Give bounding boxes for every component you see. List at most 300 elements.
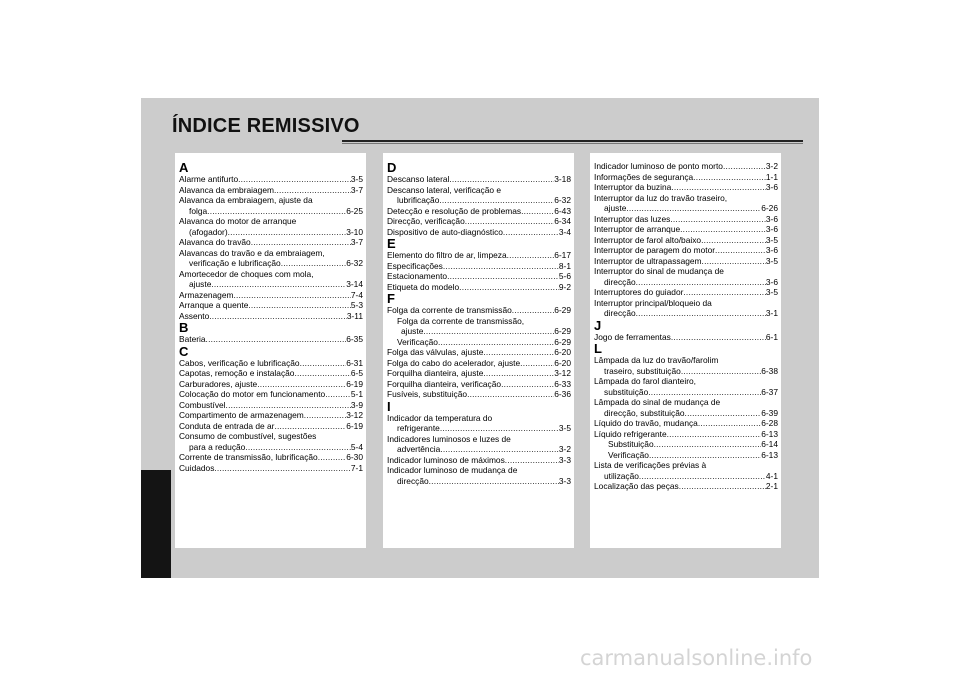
index-entry bbox=[387, 261, 571, 272]
page-reference: 6-43 bbox=[554, 205, 571, 216]
page-reference: 6-20 bbox=[554, 347, 571, 357]
index-term: Informações de segurança bbox=[594, 171, 694, 182]
index-entry bbox=[387, 389, 571, 400]
index-entry-line bbox=[179, 311, 363, 322]
index-term: Indicador luminoso de ponto morto bbox=[594, 161, 723, 171]
index-entry-line bbox=[594, 182, 778, 193]
dot-leader bbox=[274, 185, 351, 196]
index-entry-line bbox=[179, 334, 363, 345]
page-reference: 4-1 bbox=[765, 470, 778, 481]
index-entry-line bbox=[179, 463, 363, 474]
index-entry-line bbox=[179, 258, 363, 269]
index-term: ajuste bbox=[401, 326, 424, 336]
index-letter-f: F bbox=[387, 291, 395, 306]
page-reference: 6-34 bbox=[554, 216, 571, 226]
index-letter-j: J bbox=[594, 317, 602, 333]
dot-leader bbox=[209, 311, 347, 322]
dot-leader bbox=[671, 182, 766, 193]
index-term: Indicadores luminosos e luzes de bbox=[387, 433, 511, 444]
page-reference: 3-10 bbox=[346, 226, 363, 237]
index-entry-line bbox=[594, 418, 778, 429]
index-letter-a: A bbox=[179, 160, 189, 175]
index-term: Conduta de entrada de ar bbox=[179, 420, 275, 431]
index-entry bbox=[387, 465, 571, 486]
index-term: refrigerante bbox=[397, 423, 440, 433]
dot-leader bbox=[503, 227, 559, 238]
index-letter-d: D bbox=[387, 160, 397, 175]
dot-leader bbox=[702, 256, 766, 267]
page-reference: 3-3 bbox=[558, 475, 571, 486]
dot-leader bbox=[318, 452, 347, 463]
page-reference: 6-13 bbox=[761, 428, 778, 439]
page-reference: 6-13 bbox=[761, 449, 778, 460]
index-term: direcção bbox=[604, 308, 636, 318]
page-reference: 5-6 bbox=[558, 271, 571, 281]
index-term: Lista de verificações prévias à bbox=[594, 460, 707, 470]
index-entry-line bbox=[387, 358, 571, 369]
index-entry-line bbox=[387, 379, 571, 390]
index-entry-line bbox=[594, 224, 778, 235]
index-entry-line bbox=[594, 408, 778, 419]
index-term: Folga do cabo do acelerador, ajuste bbox=[387, 357, 521, 368]
page-reference: 6-14 bbox=[761, 439, 778, 449]
index-term: Interruptor de arranque bbox=[594, 224, 681, 234]
index-term: Forquilha dianteira, ajuste bbox=[387, 368, 484, 378]
page-title: ÍNDICE REMISSIVO bbox=[172, 115, 360, 137]
index-entry bbox=[594, 193, 778, 214]
dot-leader bbox=[698, 418, 761, 429]
page-reference: 6-29 bbox=[554, 336, 571, 347]
index-term: Armazenagem bbox=[179, 289, 234, 300]
page-reference: 7-1 bbox=[350, 462, 363, 473]
page-reference: 3-18 bbox=[554, 174, 571, 184]
index-term: Folga da corrente de transmissão, bbox=[397, 315, 525, 326]
dot-leader bbox=[693, 172, 766, 183]
page-reference: 6-30 bbox=[346, 452, 363, 462]
page-reference: 1-1 bbox=[765, 171, 778, 182]
dot-leader bbox=[325, 389, 351, 400]
index-entry-line bbox=[179, 227, 363, 238]
index-term: folga bbox=[189, 205, 208, 216]
page-reference: 6-28 bbox=[761, 418, 778, 428]
dot-leader bbox=[438, 337, 554, 348]
index-term: Localização das peças bbox=[594, 481, 679, 491]
index-entry-line bbox=[387, 305, 571, 316]
index-entry-line bbox=[594, 460, 778, 471]
index-entry-line bbox=[387, 476, 571, 487]
index-entry-line bbox=[594, 172, 778, 183]
page-reference: 6-19 bbox=[346, 420, 363, 431]
page-reference: 6-39 bbox=[761, 407, 778, 418]
index-entry-line bbox=[387, 423, 571, 434]
index-term: Detecção e resolução de problemas bbox=[387, 205, 522, 216]
dot-leader bbox=[248, 300, 351, 311]
index-term: Indicador luminoso de mudança de bbox=[387, 465, 518, 475]
index-entry-line bbox=[179, 400, 363, 411]
index-entry bbox=[594, 172, 778, 183]
index-entry-line bbox=[179, 379, 363, 390]
page-reference: 9-2 bbox=[558, 281, 571, 292]
page-reference: 6-31 bbox=[346, 357, 363, 368]
dot-leader bbox=[505, 455, 559, 466]
index-entry bbox=[179, 368, 363, 379]
index-entry bbox=[594, 298, 778, 319]
index-term: Descanso lateral bbox=[387, 174, 450, 184]
index-term: Lâmpada da luz do travão/farolim bbox=[594, 355, 719, 365]
dot-leader bbox=[429, 476, 559, 487]
dot-leader bbox=[257, 379, 346, 390]
index-entry bbox=[179, 248, 363, 269]
dot-leader bbox=[701, 235, 766, 246]
index-entry bbox=[387, 216, 571, 227]
index-entry bbox=[594, 182, 778, 193]
index-term: Direcção, verificação bbox=[387, 216, 465, 226]
index-term: Cabos, verificação e lubrificação bbox=[179, 357, 300, 368]
index-entry-line bbox=[179, 421, 363, 432]
index-entry bbox=[179, 269, 363, 290]
index-term: direcção bbox=[397, 475, 429, 486]
index-entry-line bbox=[387, 465, 571, 476]
index-term: Descanso lateral, verificação e bbox=[387, 184, 502, 195]
index-entry bbox=[179, 185, 363, 196]
index-entry-line bbox=[387, 206, 571, 217]
index-entry-line bbox=[594, 161, 778, 172]
page-reference: 3-7 bbox=[350, 184, 363, 195]
index-term: Arranque a quente bbox=[179, 300, 249, 310]
index-entry bbox=[387, 379, 571, 390]
index-entry bbox=[179, 290, 363, 301]
index-entry bbox=[179, 311, 363, 322]
index-entry bbox=[387, 282, 571, 293]
index-letter-e: E bbox=[387, 236, 396, 251]
page-reference: 8-1 bbox=[558, 260, 571, 271]
index-letter-l: L bbox=[594, 341, 602, 356]
page-reference: 6-37 bbox=[761, 386, 778, 397]
dot-leader bbox=[654, 439, 762, 450]
index-entry-line bbox=[387, 216, 571, 227]
index-entry bbox=[594, 460, 778, 481]
index-term: Verificação bbox=[608, 449, 649, 460]
dot-leader bbox=[649, 450, 761, 461]
page-reference: 3-5 bbox=[765, 287, 778, 297]
index-term: Jogo de ferramentas bbox=[594, 331, 671, 342]
index-entry bbox=[387, 368, 571, 379]
index-entry bbox=[179, 358, 363, 369]
page-reference: 3-6 bbox=[765, 224, 778, 234]
index-entry-line bbox=[387, 434, 571, 445]
index-entry-line bbox=[594, 203, 778, 214]
index-entry bbox=[179, 379, 363, 390]
page-reference: 3-7 bbox=[350, 237, 363, 247]
index-entry-line bbox=[179, 195, 363, 206]
index-term: Combustível bbox=[179, 399, 226, 410]
page-reference: 6-17 bbox=[554, 250, 571, 260]
index-entry bbox=[387, 174, 571, 185]
index-entry bbox=[594, 287, 778, 298]
index-term: Cuidados bbox=[179, 462, 215, 473]
index-entry-line bbox=[179, 248, 363, 259]
index-entry-line bbox=[387, 337, 571, 348]
dot-leader bbox=[238, 174, 351, 185]
dot-leader bbox=[211, 279, 346, 290]
index-entry bbox=[594, 418, 778, 429]
index-term: Alavanca do travão bbox=[179, 237, 251, 247]
index-entry bbox=[594, 376, 778, 397]
page-reference: 3-2 bbox=[765, 161, 778, 171]
dot-leader bbox=[449, 174, 554, 185]
index-term: Líquido refrigerante bbox=[594, 428, 667, 439]
index-letter-c: C bbox=[179, 343, 189, 359]
page-reference: 6-29 bbox=[554, 305, 571, 315]
index-term: Assento bbox=[179, 310, 210, 321]
index-term: Interruptor de farol alto/baixo bbox=[594, 234, 702, 245]
page-reference: 6-29 bbox=[554, 326, 571, 336]
index-entry bbox=[179, 421, 363, 432]
index-term: Elemento do filtro de ar, limpeza bbox=[387, 250, 507, 260]
index-entry-line bbox=[387, 444, 571, 455]
index-entry bbox=[594, 245, 778, 256]
page-reference: 6-20 bbox=[554, 357, 571, 368]
index-term: Compartimento de armazenagem bbox=[179, 410, 304, 420]
index-term: lubrificação bbox=[397, 195, 440, 205]
page-reference: 3-5 bbox=[350, 174, 363, 184]
index-term: direcção, substituição bbox=[604, 407, 685, 418]
index-entry-line bbox=[179, 216, 363, 227]
dot-leader bbox=[467, 389, 554, 400]
index-entry-line bbox=[179, 206, 363, 217]
index-term: verificação e lubrificação bbox=[189, 258, 281, 268]
page-reference: 5-4 bbox=[350, 441, 363, 452]
dot-leader bbox=[206, 334, 347, 345]
page-reference: 3-11 bbox=[346, 310, 363, 321]
index-term: Consumo de combustível, sugestões bbox=[179, 431, 317, 441]
index-term: Substituição bbox=[608, 439, 654, 449]
index-entry-line bbox=[594, 387, 778, 398]
index-term: Alarme antifurto bbox=[179, 174, 239, 184]
dot-leader bbox=[639, 471, 766, 482]
index-term: Colocação do motor em funcionamento bbox=[179, 389, 326, 399]
page-reference: 3-3 bbox=[558, 454, 571, 465]
index-term: (afogador) bbox=[189, 226, 228, 237]
index-column-1 bbox=[175, 153, 366, 548]
index-entry-line bbox=[387, 413, 571, 424]
page-reference: 3-1 bbox=[765, 308, 778, 318]
dot-leader bbox=[304, 410, 346, 421]
dot-leader bbox=[459, 282, 559, 293]
index-entry-line bbox=[179, 269, 363, 280]
index-term: Interruptor do sinal de mudança de bbox=[594, 266, 724, 276]
index-term: Lâmpada do sinal de mudança de bbox=[594, 397, 721, 407]
index-entry bbox=[387, 358, 571, 369]
index-entry-line bbox=[594, 214, 778, 225]
index-term: traseiro, substituição bbox=[604, 365, 681, 376]
index-entry bbox=[179, 452, 363, 463]
page-reference: 3-2 bbox=[558, 444, 571, 454]
dot-leader bbox=[226, 400, 351, 411]
index-term: Interruptor de ultrapassagem bbox=[594, 255, 702, 266]
dot-leader bbox=[274, 421, 346, 432]
page-reference: 5-3 bbox=[350, 300, 363, 310]
index-entry-line bbox=[387, 174, 571, 185]
index-term: Corrente de transmissão, lubrificação bbox=[179, 452, 318, 462]
index-term: Alavanca do motor de arranque bbox=[179, 216, 297, 226]
dot-leader bbox=[685, 408, 762, 419]
page-reference: 6-32 bbox=[346, 258, 363, 268]
page-reference: 3-6 bbox=[765, 182, 778, 192]
index-entry bbox=[387, 271, 571, 282]
index-entry bbox=[179, 334, 363, 345]
dot-leader bbox=[626, 203, 761, 214]
chapter-tab bbox=[141, 470, 171, 578]
dot-leader bbox=[281, 258, 347, 269]
dot-leader bbox=[501, 379, 554, 390]
dot-leader bbox=[251, 237, 351, 248]
index-term: Especificações bbox=[387, 260, 443, 271]
title-rule bbox=[342, 140, 803, 142]
index-term: Alavanca da embraiagem, ajuste da bbox=[179, 195, 313, 205]
index-entry-line bbox=[387, 316, 571, 327]
index-term: Estacionamento bbox=[387, 271, 448, 281]
index-entry bbox=[387, 206, 571, 217]
index-entry bbox=[594, 224, 778, 235]
index-entry bbox=[594, 355, 778, 376]
index-entry-line bbox=[179, 185, 363, 196]
index-entry-line bbox=[179, 279, 363, 290]
index-entry bbox=[387, 250, 571, 261]
index-entry-line bbox=[179, 358, 363, 369]
index-term: utilização bbox=[604, 470, 639, 481]
index-term: Carburadores, ajuste bbox=[179, 378, 258, 389]
index-term: Bateria bbox=[179, 334, 206, 344]
index-term: Alavanca da embraiagem bbox=[179, 184, 274, 195]
index-entry-line bbox=[179, 300, 363, 311]
index-entry-line bbox=[179, 237, 363, 248]
index-entry-line bbox=[179, 431, 363, 442]
index-entry-line bbox=[387, 271, 571, 282]
index-term: Indicador da temperatura do bbox=[387, 412, 493, 423]
index-entry bbox=[179, 216, 363, 237]
index-entry-line bbox=[594, 256, 778, 267]
index-entry bbox=[179, 431, 363, 452]
index-column-2 bbox=[383, 153, 574, 548]
dot-leader bbox=[636, 277, 766, 288]
index-entry-line bbox=[594, 266, 778, 277]
page-reference: 6-26 bbox=[761, 203, 778, 213]
index-entry bbox=[594, 397, 778, 418]
index-term: Folga das válvulas, ajuste bbox=[387, 347, 484, 357]
index-entry-line bbox=[594, 366, 778, 377]
index-entry-line bbox=[594, 332, 778, 343]
page-reference: 3-6 bbox=[765, 245, 778, 255]
index-entry bbox=[387, 347, 571, 358]
index-entry bbox=[594, 266, 778, 287]
page-reference: 6-5 bbox=[350, 368, 363, 378]
index-entry-line bbox=[594, 481, 778, 492]
index-term: advertência bbox=[397, 444, 441, 454]
index-term: Interruptores do guiador bbox=[594, 287, 684, 297]
index-entry bbox=[594, 161, 778, 172]
index-entry bbox=[387, 227, 571, 238]
dot-leader bbox=[681, 366, 761, 377]
index-entry bbox=[179, 174, 363, 185]
index-entry bbox=[179, 237, 363, 248]
index-entry-line bbox=[594, 287, 778, 298]
index-term: Interruptor principal/bloqueio da bbox=[594, 297, 712, 308]
index-column-3 bbox=[590, 153, 781, 548]
dot-leader bbox=[683, 287, 766, 298]
page-reference: 6-32 bbox=[554, 195, 571, 205]
dot-leader bbox=[512, 305, 554, 316]
index-entry-line bbox=[594, 471, 778, 482]
index-term: Verificação bbox=[397, 336, 438, 347]
dot-leader bbox=[300, 358, 347, 369]
page-reference: 7-4 bbox=[350, 289, 363, 300]
index-entry-line bbox=[594, 439, 778, 450]
index-entry-line bbox=[594, 193, 778, 204]
dot-leader bbox=[207, 206, 346, 217]
index-term: para a redução bbox=[189, 441, 246, 452]
index-entry-line bbox=[594, 235, 778, 246]
page-reference: 3-6 bbox=[765, 276, 778, 287]
index-entry bbox=[179, 195, 363, 216]
index-entry-line bbox=[179, 174, 363, 185]
page-reference: 3-4 bbox=[558, 226, 571, 237]
page-reference: 6-33 bbox=[554, 378, 571, 389]
index-term: Capotas, remoção e instalação bbox=[179, 368, 295, 378]
page-reference: 6-1 bbox=[765, 331, 778, 342]
index-entry-line bbox=[594, 308, 778, 319]
index-entry-line bbox=[387, 347, 571, 358]
index-entry-line bbox=[179, 452, 363, 463]
index-term: ajuste bbox=[189, 279, 212, 289]
dot-leader bbox=[667, 429, 762, 440]
index-term: Interruptor da luz do travão traseiro, bbox=[594, 192, 728, 203]
index-entry-line bbox=[594, 450, 778, 461]
index-entry-line bbox=[179, 442, 363, 453]
index-entry-line bbox=[387, 282, 571, 293]
index-entry bbox=[179, 410, 363, 421]
index-term: Líquido do travão, mudança bbox=[594, 418, 698, 428]
dot-leader bbox=[679, 481, 766, 492]
index-entry bbox=[387, 434, 571, 455]
index-term: Folga da corrente de transmissão bbox=[387, 305, 512, 315]
index-letter-b: B bbox=[179, 320, 189, 335]
page-reference: 5-1 bbox=[350, 389, 363, 399]
index-entry bbox=[387, 305, 571, 347]
page-reference: 3-5 bbox=[765, 255, 778, 266]
index-entry-line bbox=[594, 397, 778, 408]
index-entry-line bbox=[594, 355, 778, 366]
dot-leader bbox=[294, 368, 350, 379]
index-entry-line bbox=[594, 277, 778, 288]
dot-leader bbox=[671, 332, 766, 343]
dot-leader bbox=[439, 195, 554, 206]
dot-leader bbox=[214, 463, 351, 474]
watermark: carmanualsonline.info bbox=[580, 646, 813, 670]
page-reference: 3-12 bbox=[346, 410, 363, 420]
index-entry-line bbox=[387, 227, 571, 238]
index-entry-line bbox=[387, 326, 571, 337]
dot-leader bbox=[440, 423, 559, 434]
index-entry-line bbox=[387, 368, 571, 379]
page-reference: 6-25 bbox=[346, 205, 363, 216]
page-reference: 3-9 bbox=[350, 399, 363, 410]
index-entry-line bbox=[594, 429, 778, 440]
dot-leader bbox=[483, 368, 554, 379]
index-entry bbox=[387, 185, 571, 206]
page-reference: 3-6 bbox=[765, 213, 778, 224]
index-entry bbox=[594, 214, 778, 225]
